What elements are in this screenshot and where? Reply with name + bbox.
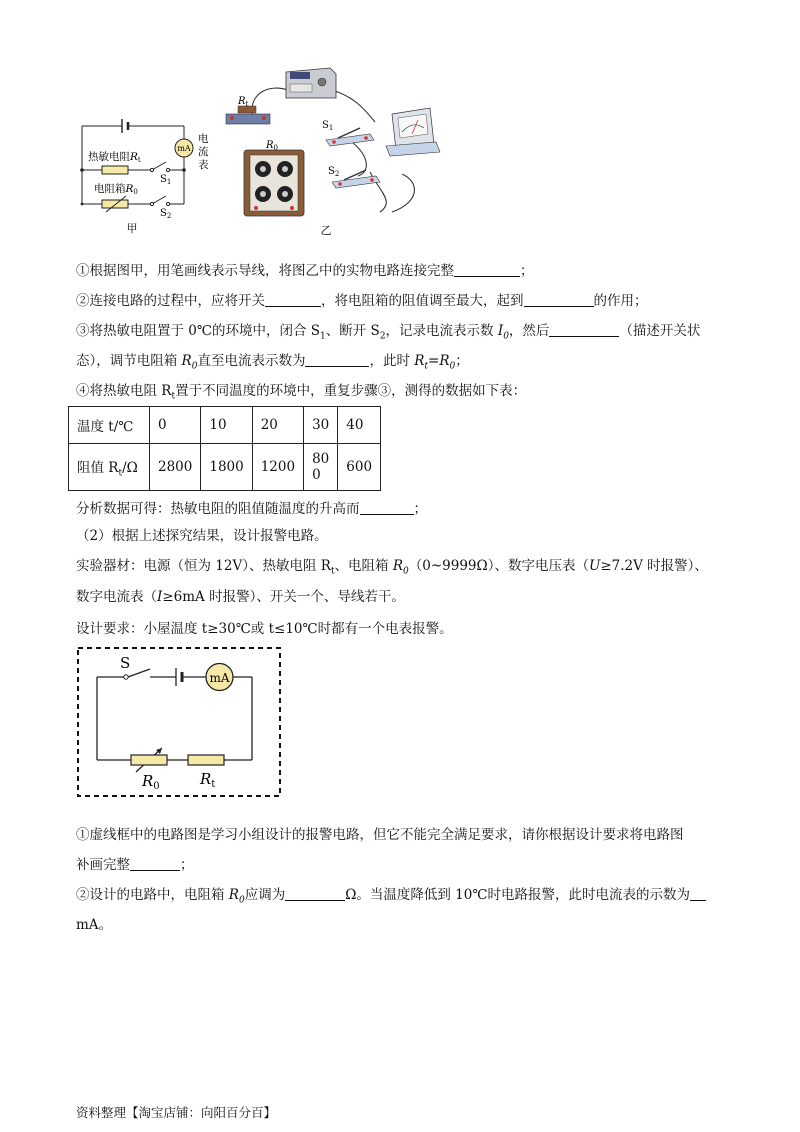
figure-yi-apparatus <box>220 62 456 240</box>
footer-source: 资料整理【淘宝店铺：向阳百分百】 <box>76 1105 277 1120</box>
q3-line-4: mA。 <box>76 917 113 933</box>
q1-line-4: 态），调节电阻箱 $R_0$直至电流表示数为 ，此时 $R_t=R_0$； <box>76 353 469 372</box>
q2-analysis: 分析数据可得：热敏电阻的阻值随温度的升高而 ； <box>76 501 427 517</box>
ammeter-vert-3: 表 <box>198 159 209 171</box>
figure-jia-caption: 甲 <box>126 222 138 235</box>
table-cell: 600 <box>338 444 381 491</box>
blank-1[interactable] <box>454 262 520 277</box>
data-table <box>68 406 381 491</box>
milliammeter <box>386 108 440 156</box>
table-cell: 80 0 <box>304 444 338 491</box>
ammeter-vert-2: 流 <box>198 146 209 158</box>
alarm-rt-label: $R_t$ <box>200 770 216 790</box>
q1-line-2: ②连接电路的过程中，应将开关 ，将电阻箱的阻值调至最大，起到 的作用； <box>76 293 648 309</box>
q2-equip-2: 数字电流表（I≥6mA 时报警）、开关一个、导线若干。 <box>76 589 405 605</box>
q2-part2: （2）根据上述探究结果，设计报警电路。 <box>76 528 328 544</box>
table-head-resistance: 阻值 $R_t/\Omega$ <box>69 444 150 491</box>
q1-line-5: ④将热敏电阻 $R_t$置于不同温度的环境中，重复步骤③，测得的数据如下表： <box>76 383 527 402</box>
yi-s2-label: $S_2$ <box>328 166 340 178</box>
resistance-box-symbol <box>102 200 128 208</box>
alarm-switch-label: S <box>120 654 131 672</box>
q3-line-3: ②设计的电路中，电阻箱 $R_0$应调为 Ω。当温度降低到 10℃时电路报警，此时电流表的示数为 <box>76 886 706 910</box>
jia-s1-label: $S_1$ <box>160 174 172 186</box>
q3-line-2: 补画完整 ； <box>76 857 194 873</box>
thermistor-symbol <box>102 166 128 174</box>
table-cell: 0 <box>150 407 201 444</box>
figure-jia-circuit <box>70 112 220 240</box>
alarm-r0-label: $R_0$ <box>142 772 160 792</box>
yi-r0-label: $R_0$ <box>266 140 278 152</box>
table-cell: 20 <box>252 407 303 444</box>
table-cell: 10 <box>201 407 252 444</box>
rt-symbol <box>188 755 224 765</box>
blank-2[interactable] <box>265 292 321 307</box>
thermistor-rt <box>226 106 270 124</box>
blank-6[interactable] <box>360 500 414 515</box>
blank-3[interactable] <box>524 292 594 307</box>
table-cell: 40 <box>338 407 381 444</box>
blank-8[interactable] <box>285 886 345 901</box>
table-cell: 1800 <box>201 444 252 491</box>
table-row <box>69 407 381 444</box>
alarm-circuit-diagram <box>76 646 282 798</box>
table-cell: 2800 <box>150 444 201 491</box>
table-row <box>69 444 381 491</box>
yi-rt-label: $R_t$ <box>238 96 249 108</box>
r0-symbol <box>131 755 167 765</box>
blank-4[interactable] <box>549 322 619 337</box>
alarm-meter-label: mA <box>209 671 230 685</box>
power-supply <box>286 68 336 98</box>
thermistor-label: 热敏电阻Rt <box>88 151 141 164</box>
resistance-box-r0 <box>244 150 304 216</box>
q1-line-1: ①根据图甲，用笔画线表示导线，将图乙中的实物电路连接完整 ； <box>76 263 534 279</box>
table-head-temp: 温度 t/℃ <box>69 407 150 444</box>
meter-label: mA <box>177 144 191 153</box>
jia-s2-label: $S_2$ <box>160 208 172 220</box>
table-cell: 30 <box>304 407 338 444</box>
yi-s1-label: $S_1$ <box>322 120 334 132</box>
figure-yi-caption: 乙 <box>320 224 332 237</box>
q1-line-3: ③将热敏电阻置于 0℃的环境中，闭合 $S_1$、断开 $S_2$，记录电流表示数 $I_0$，然后 （描述开关状 <box>76 323 701 342</box>
table-cell: 1200 <box>252 444 303 491</box>
q2-equip-1: 实验器材：电源（恒为 12V）、热敏电阻 $R_t$、电阻箱 $R_0(0\sim 9999\Omega)$、数字电压表（U≥7.2V 时报警）、 <box>76 558 708 577</box>
box-label: 电阻箱R0 <box>94 183 138 196</box>
blank-7[interactable] <box>130 856 180 871</box>
blank-5[interactable] <box>305 352 369 367</box>
ammeter-vert-1: 电 <box>198 133 209 145</box>
blank-9[interactable] <box>690 886 706 901</box>
q3-line-1: ①虚线框中的电路图是学习小组设计的报警电路，但它不能完全满足要求，请你根据设计要求将电路图 <box>76 827 684 843</box>
q2-requirement: 设计要求：小屋温度 t≥30℃或 t≤10℃时都有一个电表报警。 <box>76 621 453 637</box>
